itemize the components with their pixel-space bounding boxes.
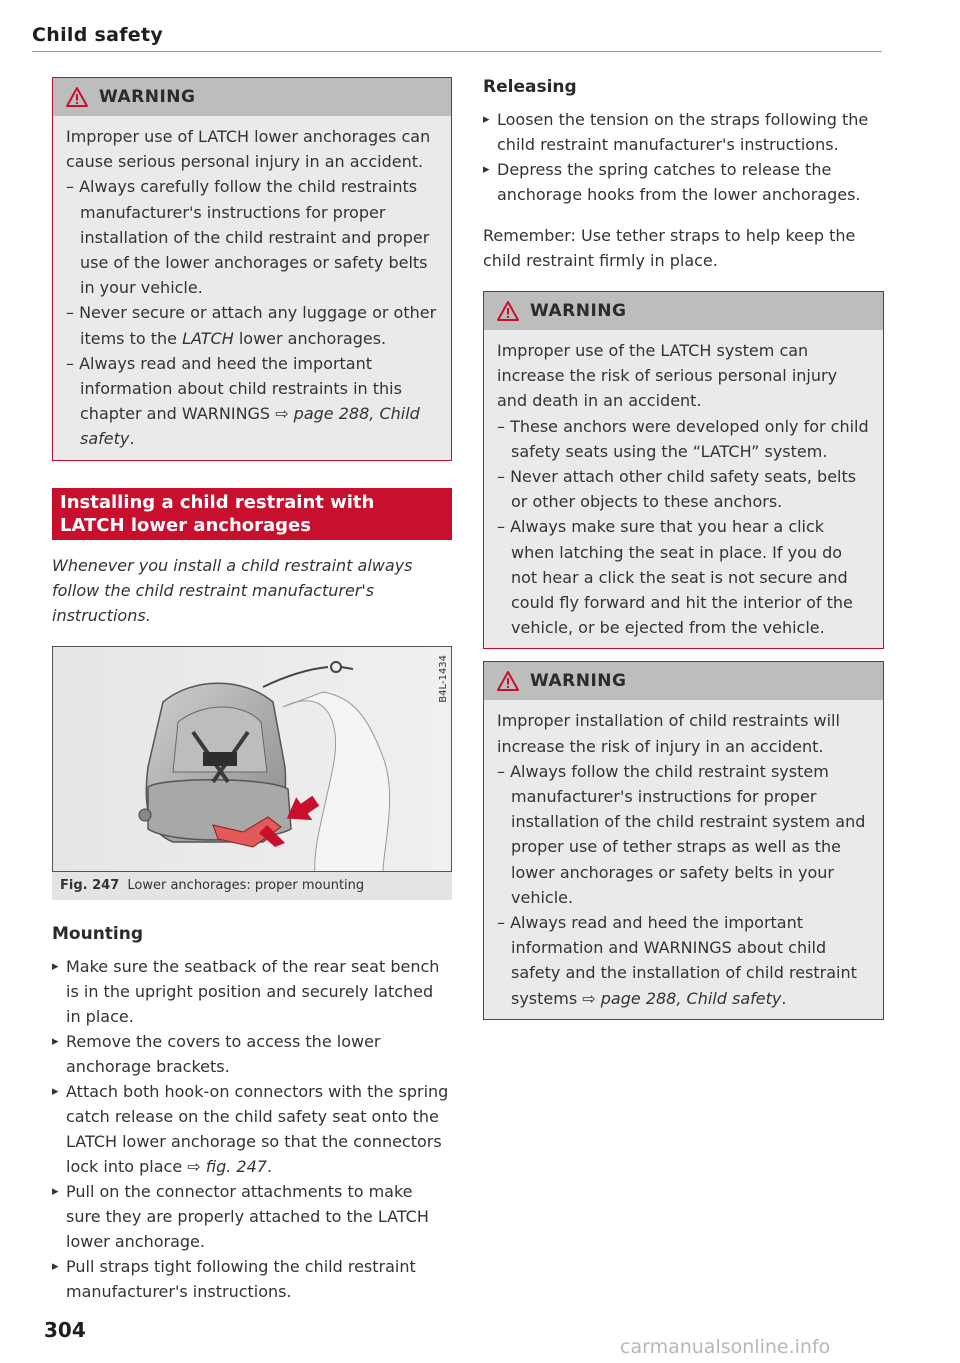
- intro-text: Whenever you install a child restraint always follow the child restraint manufacturer's instructions.: [52, 555, 413, 626]
- warning-title: WARNING: [530, 301, 627, 321]
- left-column: [52, 77, 452, 1304]
- mounting-step: ▸ Make sure the seatback of the rear seat bench is in the upright position and securely latched in place.: [52, 954, 452, 1029]
- figure-image: [52, 646, 452, 872]
- warning-item: [66, 300, 439, 350]
- warning-item: – Never attach other child safety seats, belts or other objects to these anchors.: [497, 467, 857, 512]
- warning-header: [484, 662, 883, 700]
- page-reference-link[interactable]: ⇨ page 288, Child safety: [80, 404, 420, 449]
- warning-triangle-icon: [496, 300, 520, 322]
- warning-body: [484, 330, 883, 648]
- figure-caption: [52, 872, 452, 900]
- mounting-step: ▸ Remove the covers to access the lower anchorage brackets.: [52, 1029, 452, 1079]
- header-divider: [32, 51, 882, 52]
- warning-triangle-icon: [65, 86, 89, 108]
- figure-caption-text: Lower anchorages: proper mounting: [127, 878, 365, 894]
- warning-header: [484, 292, 883, 330]
- mounting-step: ▸ Pull straps tight following the child restraint manufacturer's instructions.: [52, 1254, 452, 1304]
- warning-box-installation: [483, 661, 884, 1019]
- mounting-step: ▸ Pull on the connector attachments to make sure they are properly attached to the LATCH lower anchorage.: [52, 1179, 452, 1254]
- figure-code: B4L-1434: [438, 655, 449, 703]
- figure: [52, 646, 452, 900]
- punctuation: .: [266, 1157, 273, 1177]
- warning-triangle-icon: [496, 670, 520, 692]
- releasing-step: ▸ Depress the spring catches to release the anchorage hooks from the lower anchorages.: [483, 157, 884, 207]
- page-reference-link[interactable]: ⇨ page 288, Child safety: [582, 988, 782, 1008]
- warning-item: – These anchors were developed only for child safety seats using the “LATCH” system.: [497, 416, 869, 461]
- warning-box-latch-misuse: [52, 77, 452, 461]
- section-heading: Installing a child restraint with LATCH lower anchorages: [52, 488, 452, 540]
- warning-intro: Improper use of LATCH lower anchorages can cause serious personal injury in an accident.: [66, 127, 431, 172]
- right-column: [483, 77, 884, 1032]
- remember-note: Remember: Use tether straps to help keep the child restraint firmly in place.: [483, 226, 856, 270]
- mounting-step: [52, 1079, 452, 1179]
- warning-intro: Improper use of the LATCH system can increase the risk of serious personal injury and death in an accident.: [497, 341, 838, 411]
- mounting-step-text: Attach both hook-on connectors with the spring catch release on the child safety seat onto the LATCH lower anchorage so that the connectors lock into place: [66, 1082, 449, 1177]
- warning-box-latch-system: [483, 291, 884, 649]
- figure-reference-link[interactable]: ⇨ fig. 247: [187, 1157, 267, 1177]
- warning-title: WARNING: [99, 87, 196, 107]
- warning-item-text: lower anchorages.: [233, 328, 387, 348]
- warning-body: [484, 700, 883, 1018]
- watermark: carmanualsonline.info: [620, 1336, 831, 1358]
- warning-item-text: – Always read and heed the important information about child restraints in this chapter and WARNINGS: [66, 353, 402, 424]
- releasing-heading: Releasing: [483, 77, 577, 97]
- warning-header: [53, 78, 451, 116]
- punctuation: .: [129, 429, 135, 449]
- warning-item: [497, 910, 871, 1011]
- warning-item: – Always follow the child restraint system manufacturer's instructions for proper installation of the child restraint system and proper use of tether straps as well as the lower anchorages or safety belts in your vehicle.: [497, 761, 866, 907]
- warning-item: [66, 351, 439, 452]
- warning-title: WARNING: [530, 671, 627, 692]
- mounting-heading: Mounting: [52, 924, 144, 945]
- warning-item: – Always carefully follow the child restraints manufacturer's instructions for proper installation of the child restraint and proper use of the lower anchorages or safety belts in your vehicle.: [66, 177, 430, 298]
- warning-item-text: – Never secure or attach any luggage or other items to the: [66, 303, 437, 348]
- page-section-title: Child safety: [32, 24, 164, 46]
- page-number: 304: [44, 1318, 86, 1342]
- warning-body: [53, 116, 451, 460]
- warning-intro: Improper installation of child restraints will increase the risk of injury in an accident.: [497, 711, 840, 756]
- warning-item: – Always make sure that you hear a click when latching the seat in place. If you do not hear a click the seat is not secure and could fly forward and hit the interior of the vehicle, or be ejected from the vehicle.: [497, 517, 853, 638]
- releasing-step: ▸ Loosen the tension on the straps following the child restraint manufacturer's instructions.: [483, 107, 884, 157]
- latch-term: LATCH: [182, 328, 234, 348]
- figure-number: Fig. 247: [60, 878, 120, 894]
- child-seat-illustration: [53, 647, 452, 872]
- warning-item-text: – Always read and heed the important information and WARNINGS about child safety and the installation of child restraint systems: [497, 913, 857, 1008]
- punctuation: .: [781, 988, 787, 1008]
